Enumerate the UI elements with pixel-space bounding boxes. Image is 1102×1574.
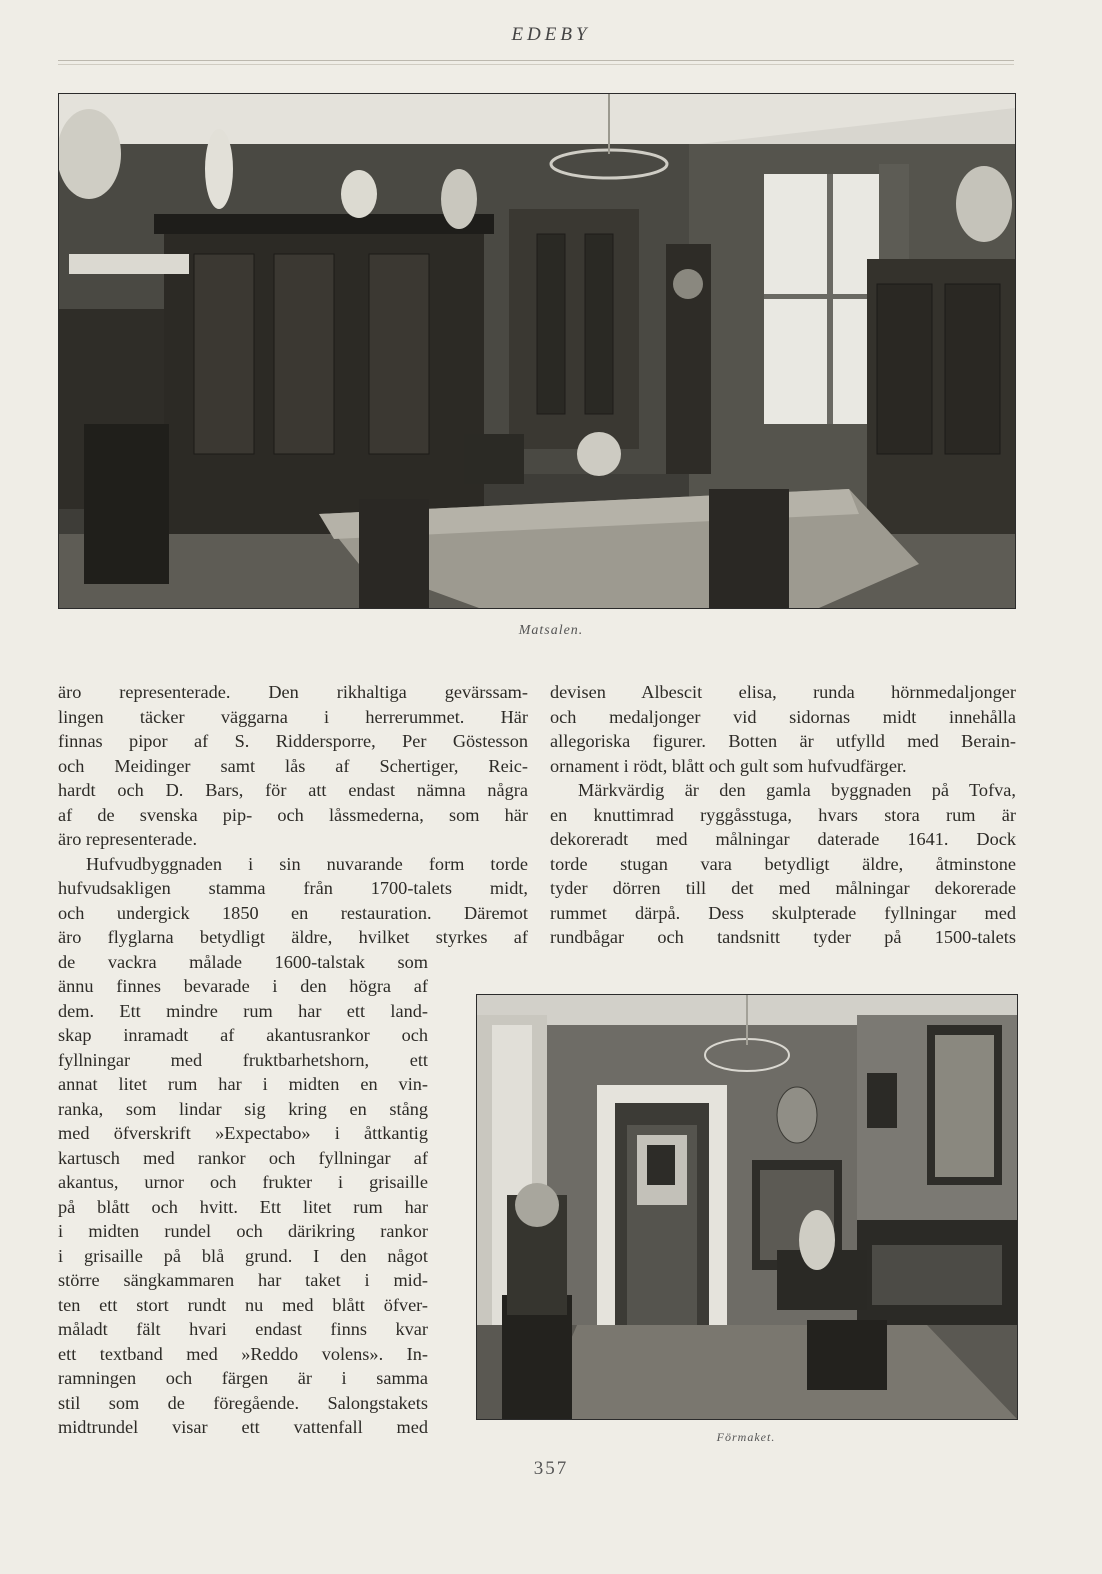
text-line: måladt fält hvari endast finns kvar: [58, 1319, 428, 1339]
text-column-right: [550, 680, 1016, 950]
header-rule-thin: [58, 64, 1014, 65]
text-line: finnas pipor af S. Riddersporre, Per Göstesson: [58, 731, 528, 751]
header-rule: [58, 60, 1014, 61]
text-line: ett textband med »Reddo volens». In-: [58, 1343, 428, 1364]
text-line: dekoreradt med målningar daterade 1641. Dock: [550, 829, 1016, 849]
page-number: 357: [533, 1458, 569, 1479]
text-line: ranka, som lindar sig kring en stång: [58, 1098, 428, 1119]
text-line: de vackra målade 1600-talstak som: [58, 951, 428, 972]
text-line: ännu finnes bevarade i den högra af: [58, 976, 428, 996]
text-line: en knuttimrad ryggåsstuga, hvars stora rum är: [550, 804, 1016, 825]
text-line: rummet därpå. Dess skulpterade fyllningar med: [550, 902, 1016, 923]
text-line: dem. Ett mindre rum har ett land-: [58, 1000, 428, 1021]
text-line: Märkvärdig är den gamla byggnaden på Tofva,: [578, 780, 1016, 800]
text-line: devisen Albescit elisa, runda hörnmedaljonger: [550, 682, 1016, 702]
dining-room-photo: [58, 93, 1016, 609]
text-line: hardt och D. Bars, för att endast nämna några: [58, 780, 528, 800]
text-line: ten ett stort rundt nu med blått öfver-: [58, 1294, 428, 1315]
text-line: och medaljonger vid sidornas midt innehålla: [550, 706, 1016, 727]
text-line: fyllningar med fruktbarhetshorn, ett: [58, 1049, 428, 1070]
running-title: EDEBY: [511, 24, 591, 45]
text-line: större sängkammaren har taket i mid-: [58, 1270, 428, 1290]
text-line: kartusch med rankor och fyllningar af: [58, 1147, 428, 1168]
text-line: på blått och hvitt. Ett litet rum har: [58, 1196, 428, 1217]
text-line: äro representerade.: [58, 829, 198, 849]
text-line: torde stugan vara betydligt äldre, åtminstone: [550, 853, 1016, 874]
text-line: med öfverskrift »Expectabo» i åttkantig: [58, 1123, 428, 1143]
text-line: och Meidinger samt lås af Schertiger, Reic-: [58, 755, 528, 776]
text-line: äro representerade. Den rikhaltiga gevärssam-: [58, 682, 528, 702]
text-line: i midten rundel och därikring rankor: [58, 1221, 428, 1241]
text-line: annat litet rum har i midten en vin-: [58, 1074, 428, 1094]
figure-caption: Förmaket.: [716, 1430, 776, 1444]
text-line: stil som de föregående. Salongstakets: [58, 1392, 428, 1413]
text-line: rundbågar och tandsnitt tyder på 1500-talets: [550, 927, 1016, 947]
text-line: lingen täcker väggarna i herrerummet. Här: [58, 706, 528, 727]
text-line: och undergick 1850 en restauration. Däremot: [58, 902, 528, 923]
text-line: Hufvudbyggnaden i sin nuvarande form torde: [86, 853, 528, 874]
text-line: midtrundel visar ett vattenfall med: [58, 1417, 428, 1437]
text-line: tyder dörren till det med målningar dekorerade: [550, 878, 1016, 898]
text-line: af de svenska pip- och låssmederna, som här: [58, 804, 528, 825]
text-line: i grisaille på blå grund. I den något: [58, 1245, 428, 1266]
text-line: allegoriska figurer. Botten är utfylld med Berain-: [550, 731, 1016, 751]
text-line: hufvudsakligen stamma från 1700-talets midt,: [58, 878, 528, 898]
text-column-left: [58, 680, 528, 1440]
text-line: ornament i rödt, blått och gult som hufvudfärger.: [550, 755, 907, 776]
text-line: akantus, urnor och frukter i grisaille: [58, 1172, 428, 1192]
text-line: ramningen och färgen är i samma: [58, 1368, 428, 1388]
text-line: skap inramadt af akantusrankor och: [58, 1025, 428, 1045]
anteroom-photo: [476, 994, 1018, 1420]
figure-caption: Matsalen.: [518, 623, 584, 638]
text-line: äro flyglarna betydligt äldre, hvilket styrkes af: [58, 927, 528, 947]
